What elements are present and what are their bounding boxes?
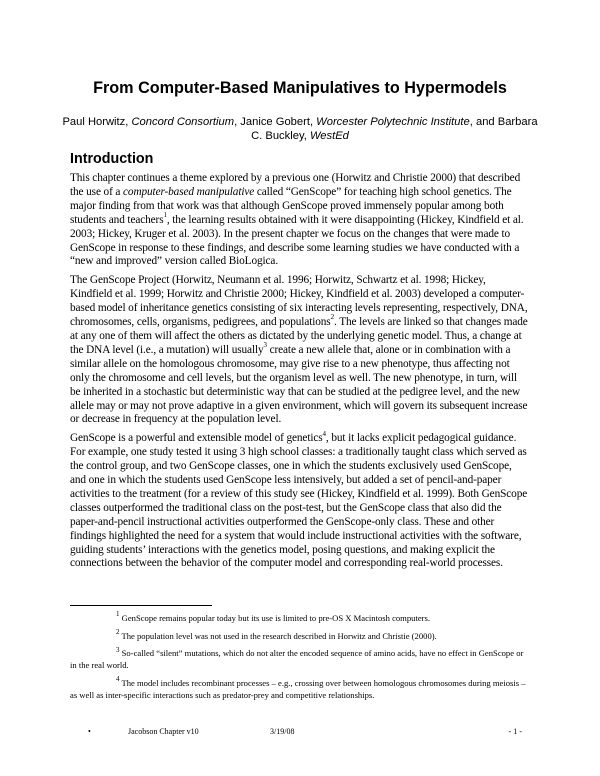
- footnote-text: So-called “silent” mutations, which do not alter the encoded sequence of amino acids, have no effect in GenScope or in the real world.: [70, 648, 524, 671]
- footnote-number: 2: [116, 627, 120, 636]
- paragraph-2: [70, 274, 530, 427]
- footnote-ref-2[interactable]: 2: [330, 313, 334, 322]
- author-2: , Janice Gobert,: [234, 116, 317, 128]
- p1-text-b: called “GenScope” for teaching high school genetics. The major finding from that work was that although GenScope proved immensely popular among both students and teachers: [70, 185, 512, 226]
- footer-bullet: •: [88, 727, 91, 736]
- footnote-4: [70, 674, 530, 701]
- affiliation-1: Concord Consortium: [131, 116, 235, 128]
- footer-date: 3/19/08: [270, 727, 295, 736]
- footnote-2: [70, 627, 530, 643]
- author-line: [60, 115, 540, 143]
- p3-text-a: GenScope is a powerful and extensible model of genetics: [70, 432, 323, 445]
- footnote-number: 3: [116, 645, 120, 654]
- p1-text-c: , the learning results obtained with it were disappointing (Hickey, Kindfield et al. 2003; Hickey, Kruger et al. 2003). In the present chapter we focus on the changes that were made to GenScope in response to these findings, and describe some learning studies we have conducted with a “new and improved” version called BioLogica.: [70, 213, 524, 268]
- paragraph-1: [70, 172, 530, 269]
- author-3: , and Barbara C. Buckley,: [251, 116, 538, 142]
- footnote-1: [70, 610, 530, 625]
- footnotes: [70, 610, 530, 707]
- p1-italic-term: computer-based manipulative: [123, 185, 255, 198]
- footnote-number: 4: [116, 674, 120, 683]
- footnote-divider: [70, 605, 212, 606]
- p2-text-b: . The levels are linked so that changes made at any one of them will affect the others as dictated by the underlying genetic model. Thus, a change at the DNA level (i.e., a mutation) will usually: [70, 316, 528, 356]
- footnote-text: The model includes recombinant processes – e.g., crossing over between homologous chromosomes during meiosis – as well as inter-specific interactions such as predator-prey and competitive relationships.: [70, 677, 526, 700]
- footnote-ref-4[interactable]: 4: [322, 429, 326, 438]
- author-1: Paul Horwitz,: [62, 116, 132, 128]
- footnote-number: 1: [116, 610, 120, 619]
- footer-document-name: Jacobson Chapter v10: [128, 727, 199, 736]
- footnote-3: [70, 645, 530, 671]
- affiliation-3: WestEd: [309, 130, 349, 142]
- footnote-text: GenScope remains popular today but its use is limited to pre-OS X Macintosh computers.: [119, 613, 431, 623]
- p2-text-c: create a new allele that, alone or in combination with a similar allele on the homologous chromosome, may give rise to a new phenotype, thus affecting not only the chromosome and cell levels, but the organism level as well. The new phenotype, in turn, will be inherited in a stochastic but deterministic way that can be studied at the pedigree level, and the new allele may or may not prove adaptive in a given environment, which will govern its subsequent increase or decrease in frequency at the population level.: [70, 343, 528, 426]
- p3-text-b: , but it lacks explicit pedagogical guidance. For example, one study tested it using 3 high school classes: a traditionally taught class which served as the control group, and two GenScope classes, one in which the students exclusively used GenScope, and one in which the students used GenScope less intensively, but added a set of pencil-and-paper activities to the treatment (for a review of this study see (Hickey, Kindfield et al. 1999). Both GenScope classes outperformed the traditional class on the post-test, but the GenScope class that also did the paper-and-pencil instructional activities outperformed the GenScope-only class. These and other findings highlighted the need for a system that would include instructional activities with the software, guiding students’ interactions with the genetics model, posing questions, and making explicit the connections between the behavior of the computer model and corresponding real-world processes.: [70, 432, 528, 570]
- paragraph-3: [70, 429, 530, 571]
- p2-text-a: The GenScope Project (Horwitz, Neumann et al. 1996; Horwitz, Schwartz et al. 1998; Hickey, Kindfield et al. 1999; Horwitz and Christie 2000; Hickey, Kindfield et al. 2003) developed a computer-based model of inheritance genetics consisting of six interacting levels representing, respectively, DNA, chromosomes, cells, organisms, pedigrees, and populations: [70, 274, 528, 329]
- footnote-ref-3[interactable]: 3: [263, 341, 267, 350]
- page-footer: [70, 727, 530, 739]
- p1-text-a: This chapter continues a theme explored by a previous one (Horwitz and Christie 2000) that described the use of a: [70, 172, 521, 198]
- footer-page-number: - 1 -: [508, 727, 522, 736]
- body-text: [70, 172, 530, 576]
- section-heading: Introduction: [70, 151, 154, 167]
- footnote-ref-1[interactable]: 1: [163, 210, 167, 219]
- affiliation-2: Worcester Polytechnic Institute: [316, 116, 470, 128]
- footnote-text: The population level was not used in the research described in Horwitz and Christie (2000).: [119, 630, 437, 641]
- paper-title: From Computer-Based Manipulatives to Hypermodels: [93, 79, 507, 97]
